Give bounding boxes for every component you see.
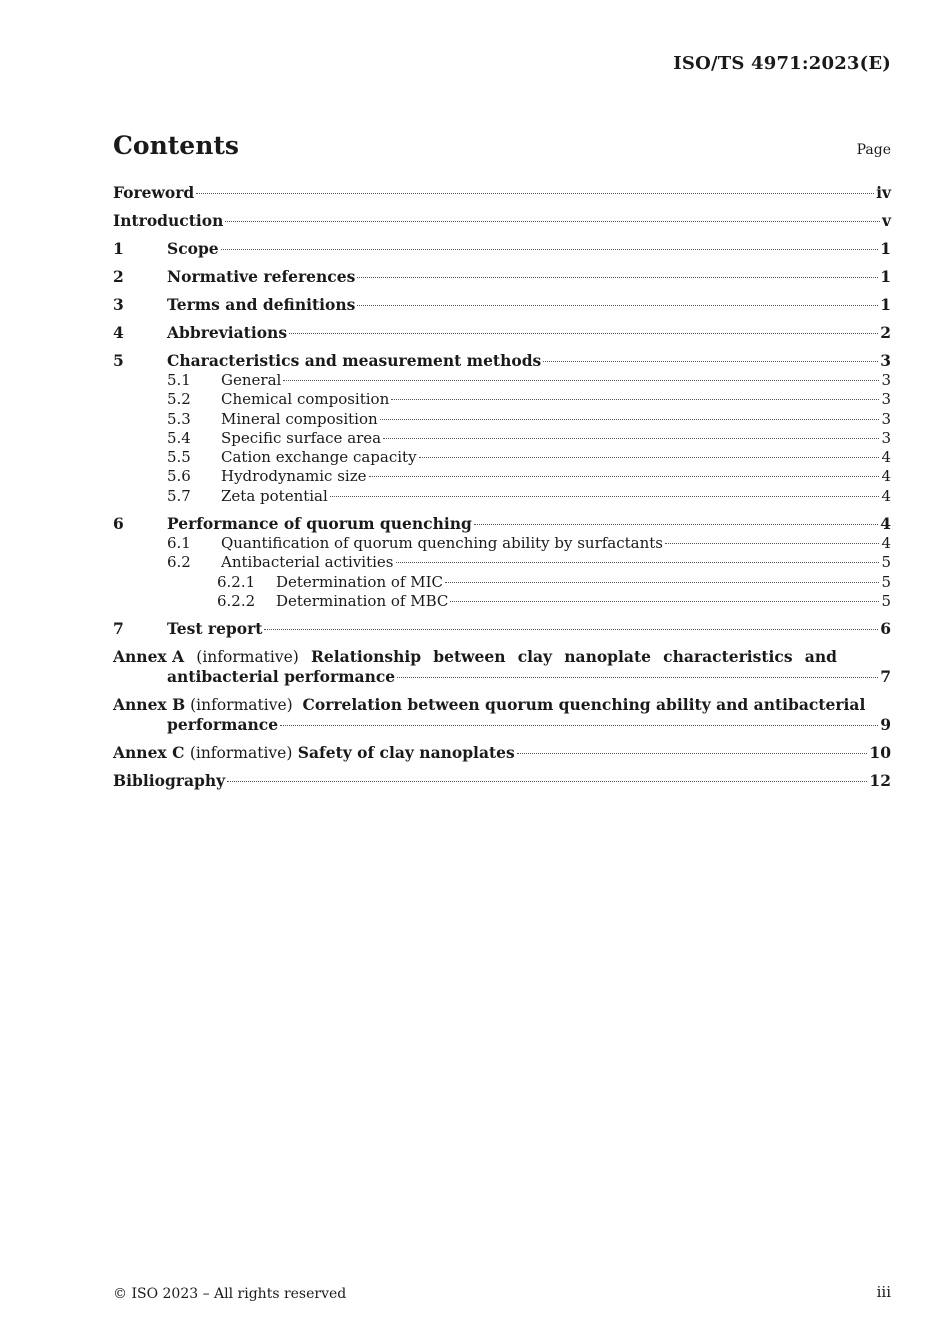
toc-entry-page: 12 bbox=[869, 771, 891, 791]
toc-entry-number: 5.1 bbox=[167, 371, 191, 389]
toc-subentry-surface-area[interactable] bbox=[113, 429, 891, 448]
toc-entry-number: 6 bbox=[113, 514, 124, 534]
toc-entry-number: 6.2 bbox=[167, 553, 191, 572]
toc-entry-number: 7 bbox=[113, 619, 124, 639]
page-title: Contents bbox=[113, 131, 240, 160]
toc-entry-page: v bbox=[881, 211, 891, 230]
toc-entry-page: 3 bbox=[881, 428, 891, 447]
toc-entry-annex-b[interactable] bbox=[113, 695, 891, 735]
dot-leader bbox=[517, 753, 868, 754]
annex-label: Annex C bbox=[113, 743, 185, 763]
toc-entry-title: Chemical composition bbox=[221, 390, 390, 409]
annex-title: Correlation between quorum quenching ability and antibacterial bbox=[302, 695, 866, 715]
toc-entry-characteristics[interactable] bbox=[113, 351, 891, 371]
annex-title-word: between bbox=[433, 647, 506, 667]
toc-entry-page: 1 bbox=[880, 239, 891, 258]
dot-leader bbox=[391, 399, 879, 400]
toc-entry-title: Quantification of quorum quenching ability by surfactants bbox=[221, 534, 664, 553]
toc-entry-normative-references[interactable] bbox=[113, 267, 891, 287]
toc-entry-number: 6.1 bbox=[167, 534, 191, 553]
toc-entry-page: 3 bbox=[881, 390, 891, 409]
toc-entry-number: 6.2.1 bbox=[217, 572, 256, 591]
toc-entry-title: Performance of quorum quenching bbox=[167, 514, 472, 534]
dot-leader bbox=[225, 221, 880, 222]
dot-leader bbox=[357, 305, 878, 306]
toc-entry-number: 4 bbox=[113, 323, 124, 342]
toc-entry-number: 5.4 bbox=[167, 428, 191, 447]
dot-leader bbox=[543, 361, 878, 362]
toc-entry-bibliography[interactable] bbox=[113, 771, 891, 791]
annex-b-line1 bbox=[113, 695, 891, 715]
toc-entry-title: Bibliography bbox=[113, 771, 226, 791]
annex-type: (informative) bbox=[196, 648, 299, 667]
toc-entry-test-report[interactable] bbox=[113, 619, 891, 639]
toc-entry-page: 5 bbox=[881, 572, 891, 591]
annex-type: (informative) bbox=[189, 744, 293, 763]
toc-entry-page: 3 bbox=[880, 351, 891, 370]
toc-entry-page: 5 bbox=[881, 553, 891, 572]
dot-leader bbox=[227, 781, 867, 782]
annex-title-word: Relationship bbox=[311, 647, 422, 667]
page-column-label: Page bbox=[856, 142, 891, 158]
toc-entry-number: 2 bbox=[113, 267, 124, 286]
dot-leader bbox=[221, 249, 879, 250]
copyright-notice: © ISO 2023 – All rights reserved bbox=[113, 1286, 347, 1302]
toc-entry-title: Scope bbox=[167, 239, 219, 258]
dot-leader bbox=[419, 457, 880, 458]
annex-b-line2 bbox=[113, 715, 891, 735]
toc-entry-title: Abbreviations bbox=[167, 323, 288, 342]
annex-title-word: nanoplate bbox=[564, 647, 651, 667]
toc-entry-page: 2 bbox=[880, 323, 891, 342]
toc-entry-number: 5.7 bbox=[167, 486, 191, 505]
dot-leader bbox=[380, 419, 880, 420]
toc-entry-abbreviations[interactable] bbox=[113, 323, 891, 343]
dot-leader bbox=[264, 629, 878, 630]
toc-entry-annex-a[interactable] bbox=[113, 647, 891, 687]
toc-entry-page: 3 bbox=[881, 409, 891, 428]
toc-entry-page: 3 bbox=[881, 371, 891, 389]
toc-subentry-zeta-potential[interactable] bbox=[113, 487, 891, 506]
toc-entry-number: 1 bbox=[113, 239, 124, 258]
toc-subentry-hydrodynamic-size[interactable] bbox=[113, 467, 891, 486]
dot-leader bbox=[196, 193, 874, 194]
toc-entry-title: Specific surface area bbox=[221, 428, 382, 447]
page-number: iii bbox=[876, 1283, 891, 1301]
annex-title-continued: antibacterial performance bbox=[167, 667, 396, 687]
toc-entry-scope[interactable] bbox=[113, 239, 891, 259]
toc-entry-number: 5.6 bbox=[167, 467, 191, 486]
annex-title-word: clay bbox=[517, 647, 553, 667]
dot-leader bbox=[280, 725, 878, 726]
toc-entry-page: 4 bbox=[881, 534, 891, 553]
dot-leader bbox=[450, 601, 879, 602]
dot-leader bbox=[330, 496, 880, 497]
annex-a-line1 bbox=[113, 647, 837, 667]
toc-entry-page: 1 bbox=[880, 267, 891, 286]
toc-entry-number: 5.2 bbox=[167, 390, 191, 409]
toc-entry-page: 4 bbox=[881, 467, 891, 486]
dot-leader bbox=[357, 277, 878, 278]
toc-entry-title: Characteristics and measurement methods bbox=[167, 351, 542, 370]
toc-entry-title: Mineral composition bbox=[221, 409, 378, 428]
toc-subentry-mic[interactable] bbox=[113, 573, 891, 592]
toc-entry-annex-c[interactable] bbox=[113, 743, 891, 763]
toc-subentry-chemical-composition[interactable] bbox=[113, 390, 891, 409]
dot-leader bbox=[397, 677, 878, 678]
toc-subentry-mbc[interactable] bbox=[113, 592, 891, 611]
dot-leader bbox=[445, 582, 879, 583]
toc-entry-foreword[interactable] bbox=[113, 183, 891, 203]
toc-entry-number: 5 bbox=[113, 351, 124, 370]
toc-subentry-antibacterial[interactable] bbox=[113, 553, 891, 572]
toc-entry-title: General bbox=[221, 371, 282, 389]
toc-entry-page: 9 bbox=[880, 715, 891, 735]
annex-title-word: and bbox=[804, 647, 837, 667]
toc-subentry-mineral-composition[interactable] bbox=[113, 410, 891, 429]
toc-entry-introduction[interactable] bbox=[113, 211, 891, 231]
toc-entry-page: iv bbox=[876, 183, 891, 202]
toc-entry-title: Hydrodynamic size bbox=[221, 467, 367, 486]
annex-title-word: characteristics bbox=[663, 647, 793, 667]
dot-leader bbox=[396, 562, 880, 563]
toc-entry-number: 5.5 bbox=[167, 448, 191, 467]
dot-leader bbox=[283, 380, 879, 381]
toc-subentry-cation-exchange[interactable] bbox=[113, 448, 891, 467]
toc-entry-page: 7 bbox=[880, 667, 891, 687]
toc-subentry-general[interactable] bbox=[113, 371, 891, 390]
toc-entry-title: Normative references bbox=[167, 267, 356, 286]
toc-entry-title: Determination of MIC bbox=[276, 572, 443, 591]
toc-entry-title: Antibacterial activities bbox=[221, 553, 394, 572]
toc-entry-number: 6.2.2 bbox=[217, 591, 256, 610]
toc-entry-title: Terms and definitions bbox=[167, 295, 356, 314]
toc-entry-number: 5.3 bbox=[167, 409, 191, 428]
annex-title: Safety of clay nanoplates bbox=[297, 743, 515, 763]
annex-title-continued: performance bbox=[167, 715, 279, 735]
toc-entry-title: Cation exchange capacity bbox=[221, 448, 417, 467]
toc-entry-page: 10 bbox=[869, 743, 891, 763]
toc-entry-number: 3 bbox=[113, 295, 124, 314]
document-reference: ISO/TS 4971:2023(E) bbox=[673, 53, 891, 74]
toc-entry-page: 1 bbox=[880, 295, 891, 314]
annex-a-line2 bbox=[113, 667, 891, 687]
toc-entry-title: Test report bbox=[167, 619, 263, 639]
annex-label: Annex B bbox=[113, 695, 186, 715]
annex-type: (informative) bbox=[190, 696, 293, 715]
toc-entry-page: 4 bbox=[881, 448, 891, 467]
toc-entry-terms-definitions[interactable] bbox=[113, 295, 891, 315]
toc-entry-page: 4 bbox=[881, 486, 891, 505]
dot-leader bbox=[369, 476, 880, 477]
dot-leader bbox=[474, 524, 878, 525]
toc-entry-title: Introduction bbox=[113, 211, 224, 230]
toc-entry-title: Determination of MBC bbox=[276, 591, 449, 610]
dot-leader bbox=[665, 543, 879, 544]
toc-entry-title: Foreword bbox=[113, 183, 195, 202]
table-of-contents bbox=[113, 183, 891, 791]
toc-entry-page: 4 bbox=[880, 514, 891, 534]
toc-entry-quorum-quenching[interactable] bbox=[113, 514, 891, 534]
toc-subentry-quantification[interactable] bbox=[113, 534, 891, 553]
toc-entry-title: Zeta potential bbox=[221, 486, 328, 505]
annex-label: Annex A bbox=[113, 647, 185, 667]
dot-leader bbox=[289, 333, 878, 334]
dot-leader bbox=[383, 438, 879, 439]
toc-entry-page: 6 bbox=[880, 619, 891, 639]
toc-entry-page: 5 bbox=[881, 591, 891, 610]
